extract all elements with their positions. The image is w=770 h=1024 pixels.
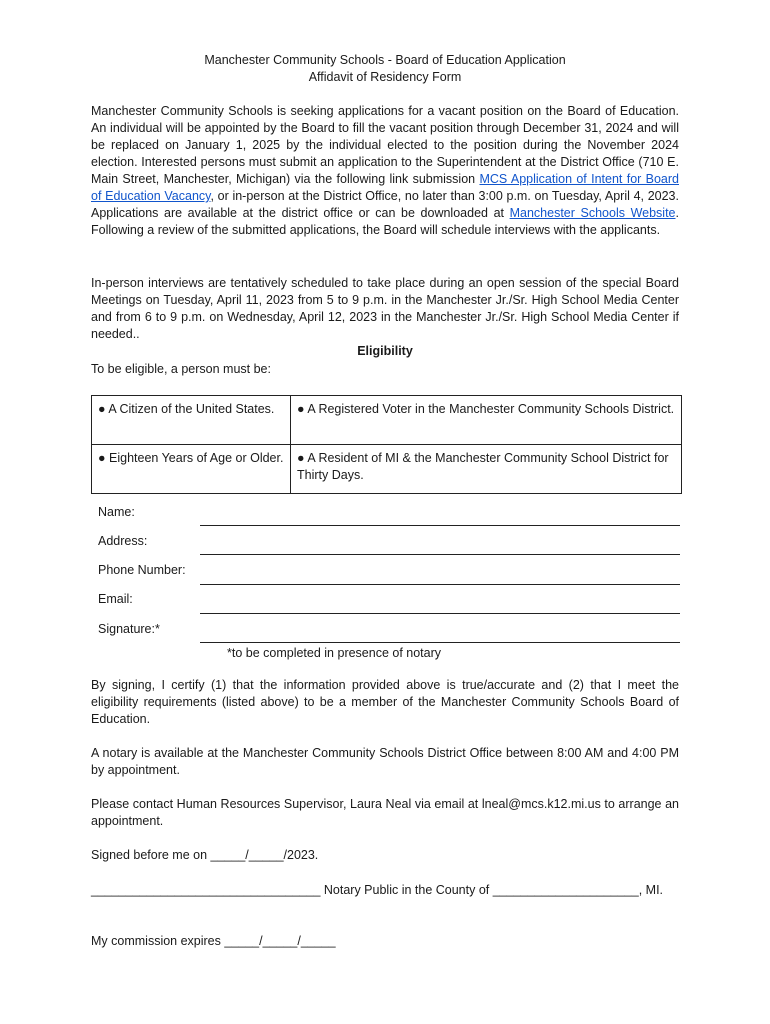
website-link[interactable]: Manchester Schools Website [509, 206, 676, 220]
email-label: Email: [98, 592, 133, 606]
commission-expires-line: My commission expires _____/_____/_____ [91, 934, 336, 948]
signature-note: *to be completed in presence of notary [227, 646, 442, 660]
eligibility-heading: Eligibility [357, 344, 413, 358]
criterion-resident: ● A Resident of MI & the Manchester Community School District for Thirty Days. [291, 445, 682, 494]
signed-before-line: Signed before me on _____/_____/2023. [91, 848, 319, 862]
criterion-citizen: ● A Citizen of the United States. [92, 396, 291, 445]
contact-paragraph: Please contact Human Resources Supervisor, Laura Neal via email at lneal@mcs.k12.mi.us to arrange an appointment. [91, 797, 679, 828]
name-field-line[interactable] [200, 525, 680, 526]
table-row [92, 396, 682, 445]
application-link[interactable]: MCS Application of Intent for Board of Education Vacancy [91, 172, 679, 203]
signature-field-line[interactable] [200, 642, 680, 643]
notary-info-paragraph: A notary is available at the Manchester Community Schools District Office between 8:00 AM and 4:00 PM by appointment. [91, 746, 679, 777]
signature-label: Signature:* [98, 622, 160, 636]
table-row [92, 445, 682, 494]
interviews-paragraph: In-person interviews are tentatively scheduled to take place during an open session of the special Board Meetings on Tuesday, April 11, 2023 from 5 to 9 p.m. in the Manchester Jr./Sr. High School Media Center and from 6 to 9 p.m. on Wednesday, April 12, 2023 in the Manchester Jr./Sr. High School Media Center if needed.. [91, 276, 679, 341]
intro-text-end: . Following a review of the submitted applications, the Board will schedule interviews with the applicants. [91, 206, 679, 237]
notary-public-line: _________________________________ Notary Public in the County of _____________________, MI. [91, 883, 664, 897]
email-field-line[interactable] [200, 613, 680, 614]
certification-paragraph: By signing, I certify (1) that the information provided above is true/accurate and (2) that I meet the eligibility requirements (listed above) to be a member of the Manchester Community Schools Board of Education. [91, 678, 679, 726]
intro-text-start: Manchester Community Schools is seeking applications for a vacant position on the Board of Education. An individual will be appointed by the Board to fill the vacant position through December 31, 2024 and will be replaced on January 1, 2025 by the individual elected to the position during the November 2024 election. Interested persons must submit an application to the Superintendent at the District Office (710 E. Main Street, Manchester, Michigan) via the following link submission [91, 104, 679, 186]
phone-field-line[interactable] [200, 584, 680, 585]
criterion-age: ● Eighteen Years of Age or Older. [92, 445, 291, 494]
phone-label: Phone Number: [98, 563, 186, 577]
name-label: Name: [98, 505, 135, 519]
eligibility-intro: To be eligible, a person must be: [91, 362, 271, 376]
document-subtitle: Affidavit of Residency Form [308, 70, 462, 84]
address-label: Address: [98, 534, 148, 548]
intro-paragraph [91, 103, 679, 239]
document-title: Manchester Community Schools - Board of Education Application [204, 53, 566, 67]
address-field-line[interactable] [200, 554, 680, 555]
eligibility-table [91, 395, 682, 494]
criterion-voter: ● A Registered Voter in the Manchester Community Schools District. [291, 396, 682, 445]
intro-text-middle: , or in-person at the District Office, no later than 3:00 p.m. on Tuesday, April 4, 2023. Applications are available at the district office or can be downloaded at [91, 189, 679, 220]
